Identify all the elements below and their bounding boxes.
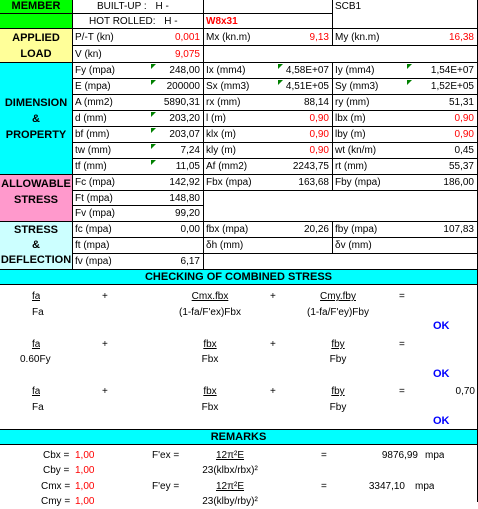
member-label: MEMBER [0, 0, 73, 14]
dv-row [333, 238, 478, 254]
Fv-label: Fv (mpa) [75, 208, 115, 219]
f3-fbx-num: fbx [203, 386, 217, 397]
dim-label: bf (mm) [75, 129, 110, 140]
input-marker-icon [151, 80, 156, 85]
dim-label: klx (m) [206, 129, 236, 140]
dim-value[interactable]: 248,00 [169, 65, 200, 76]
dim-row-3-col-1 [204, 111, 333, 127]
dim-row-1-col-0 [73, 79, 204, 95]
input-marker-icon [151, 64, 156, 69]
hot-rolled-label: HOT ROLLED: [89, 16, 156, 27]
f1-plus-1: + [102, 291, 108, 302]
Ft-row [73, 191, 204, 206]
dim-row-1-col-2 [333, 79, 478, 95]
dim-row-2-col-0 [73, 95, 204, 111]
fex-eq: = [321, 450, 327, 461]
applied-load-title-1: APPLIED [12, 32, 60, 44]
fbx-row [204, 222, 333, 238]
f1-cmy-num: Cmy.fby [320, 291, 356, 302]
input-marker-icon [151, 128, 156, 133]
f3-eq: = [399, 386, 405, 397]
f3-ok: OK [433, 415, 450, 427]
v-row-filler [204, 46, 478, 63]
dim-row-6-col-2 [333, 159, 478, 175]
f1-eq: = [399, 291, 405, 302]
fv-value: 6,17 [180, 256, 200, 267]
fey-value: 3347,10 [368, 481, 405, 492]
dim-label: rx (mm) [206, 97, 241, 108]
f3-fa-den: Fa [32, 402, 44, 413]
dim-value[interactable]: 4,51E+05 [285, 81, 329, 92]
dim-label: d (mm) [75, 113, 107, 124]
Fc-label: Fc (mpa) [75, 177, 115, 188]
fey-label: F'ey = [152, 481, 180, 492]
dim-value: 5890,31 [163, 97, 200, 108]
applied-load-title [0, 29, 73, 63]
dim-value[interactable]: 203,07 [169, 129, 200, 140]
fc-value: 0,00 [180, 224, 200, 235]
dim-label: wt (kn/m) [335, 145, 377, 156]
built-up-label: BUILT-UP : [97, 1, 147, 12]
dim-label: E (mpa) [75, 81, 111, 92]
stress-title-3: DEFLECTION [0, 254, 72, 266]
dimension-title-3: PROPERTY [5, 129, 67, 141]
member-label-filler [0, 14, 73, 29]
fex-num: 12π²E [215, 450, 245, 461]
dim-row-6-col-1 [204, 159, 333, 175]
dim-value: 0,90 [309, 129, 329, 140]
cby-label: Cby = [43, 465, 70, 476]
dim-row-3-col-0 [73, 111, 204, 127]
fc-row [73, 222, 204, 238]
mx-value[interactable]: 9,13 [309, 32, 329, 43]
Fbx-label: Fbx (mpa) [206, 177, 252, 188]
f2-fa-num: fa [32, 339, 41, 350]
dim-row-1-col-1 [204, 79, 333, 95]
stress-title [0, 222, 73, 270]
f2-fby-den: Fby [329, 354, 347, 365]
fey-eq: = [321, 481, 327, 492]
allowable-title-1: ALLOWABLE [1, 178, 71, 190]
cmx-label: Cmx = [41, 481, 71, 492]
Fby-row [333, 175, 478, 191]
combined-stress-header: CHECKING OF COMBINED STRESS [0, 270, 478, 285]
f2-plus-1: + [102, 339, 108, 350]
f2-plus-2: + [270, 339, 276, 350]
dim-label: l (m) [206, 113, 226, 124]
f2-fa-den: 0.60Fy [20, 354, 51, 365]
input-marker-icon [151, 160, 156, 165]
allowable-title-2: STRESS [13, 194, 58, 206]
fv-row [73, 254, 204, 270]
dim-value[interactable]: 1,52E+05 [430, 81, 474, 92]
built-up-value: H - [155, 1, 169, 12]
dim-label: tw (mm) [75, 145, 112, 156]
dim-row-2-col-2 [333, 95, 478, 111]
cmx-value[interactable]: 1,00 [75, 481, 95, 492]
applied-load-title-2: LOAD [20, 48, 52, 60]
my-value[interactable]: 16,38 [448, 32, 474, 43]
dim-label: lbx (m) [335, 113, 366, 124]
section-designation[interactable]: W8x31 [204, 14, 333, 29]
dh-label: δh (mm) [206, 240, 244, 251]
dim-value: 0,90 [454, 113, 474, 124]
dim-value[interactable]: 11,05 [175, 161, 200, 172]
f2-fby-num: fby [331, 339, 345, 350]
f3-fby-den: Fby [329, 402, 347, 413]
fbx-value: 20,26 [303, 224, 329, 235]
f1-ok: OK [433, 320, 450, 332]
member-id[interactable]: SCB1 [333, 0, 478, 29]
dim-label: kly (m) [206, 145, 236, 156]
f3-fa-num: fa [32, 386, 41, 397]
f1-cmx-den: (1-fa/F'ex)Fbx [179, 307, 241, 318]
dim-value: 88,14 [303, 97, 329, 108]
f3-plus-2: + [270, 386, 276, 397]
dimension-title [0, 63, 73, 175]
dim-row-0-col-1 [204, 63, 333, 79]
f1-plus-2: + [270, 291, 276, 302]
built-up-section-cell[interactable] [204, 0, 333, 14]
cmy-label: Cmy = [41, 496, 71, 507]
dim-row-3-col-2 [333, 111, 478, 127]
dim-row-2-col-1 [204, 95, 333, 111]
dv-label: δv (mm) [335, 240, 372, 251]
fby-label: fby (mpa) [335, 224, 378, 235]
Fc-value: 142,92 [169, 177, 200, 188]
Ft-label: Ft (mpa) [75, 193, 113, 204]
dh-row [204, 238, 333, 254]
mx-row [204, 29, 333, 46]
dim-row-4-col-1 [204, 127, 333, 143]
f3-plus-1: + [102, 386, 108, 397]
fey-unit: mpa [415, 481, 435, 492]
dim-value[interactable]: 1,54E+07 [430, 65, 474, 76]
input-marker-icon [407, 80, 412, 85]
fby-value: 107,83 [443, 224, 474, 235]
remarks-header: REMARKS [0, 430, 478, 445]
dim-row-0-col-2 [333, 63, 478, 79]
dim-value: 55,37 [448, 161, 474, 172]
input-marker-icon [151, 112, 156, 117]
dim-label: ry (mm) [335, 97, 370, 108]
Fby-label: Fby (mpa) [335, 177, 381, 188]
f1-cmx-num: Cmx.fbx [191, 291, 229, 302]
input-marker-icon [278, 80, 283, 85]
hot-rolled-value: H - [164, 16, 178, 27]
hot-rolled-cell[interactable] [73, 14, 204, 29]
built-up-cell[interactable] [73, 0, 204, 14]
fv-label: fv (mpa) [75, 256, 112, 267]
dim-label: rt (mm) [335, 161, 368, 172]
ft-label: ft (mpa) [75, 240, 110, 251]
dim-label: tf (mm) [75, 161, 107, 172]
fc-label: fc (mpa) [75, 224, 112, 235]
fby-row [333, 222, 478, 238]
dim-value: 0,90 [309, 145, 329, 156]
input-marker-icon [407, 64, 412, 69]
v-value[interactable]: 9,075 [174, 49, 200, 60]
dim-row-5-col-0 [73, 143, 204, 159]
ft-row [73, 238, 204, 254]
dim-label: A (mm2) [75, 97, 113, 108]
dim-value: 51,31 [448, 97, 474, 108]
v-label: V (kn) [75, 49, 102, 60]
cbx-label: Cbx = [43, 450, 70, 461]
f2-fbx-den: Fbx [201, 354, 219, 365]
f2-ok: OK [433, 368, 450, 380]
dim-value[interactable]: 200000 [166, 81, 200, 92]
v-row [73, 46, 204, 63]
my-row [333, 29, 478, 46]
f2-fbx-num: fbx [203, 339, 217, 350]
p-row [73, 29, 204, 46]
stress-filler [204, 254, 478, 270]
stress-title-1: STRESS [13, 224, 58, 236]
f3-value: 0,70 [455, 386, 475, 397]
dim-value: 0,90 [454, 129, 474, 140]
p-label: P/-T (kn) [75, 32, 114, 43]
dim-row-6-col-0 [73, 159, 204, 175]
allowable-filler [204, 191, 478, 222]
allowable-title [0, 175, 73, 222]
Fc-row [73, 175, 204, 191]
cbx-value[interactable]: 1,00 [75, 450, 95, 461]
fey-num: 12π²E [215, 481, 245, 492]
f1-fa-den: Fa [32, 307, 44, 318]
dim-label: Ix (mm4) [206, 65, 246, 76]
p-value[interactable]: 0,001 [174, 32, 200, 43]
dim-value: 0,45 [454, 145, 474, 156]
fbx-label: fbx (mpa) [206, 224, 249, 235]
f1-cmy-den: (1-fa/F'ey)Fby [307, 307, 369, 318]
fex-unit: mpa [425, 450, 445, 461]
dim-label: Sx (mm3) [206, 81, 250, 92]
dim-value[interactable]: 7,24 [180, 145, 200, 156]
stress-title-2: & [32, 239, 40, 251]
input-marker-icon [278, 64, 283, 69]
Fv-value: 99,20 [174, 208, 200, 219]
input-marker-icon [151, 144, 156, 149]
cmy-value[interactable]: 1,00 [75, 496, 95, 507]
dim-label: Iy (mm4) [335, 65, 375, 76]
fey-den: 23(klby/rby)² [202, 496, 258, 507]
dim-value[interactable]: 4,58E+07 [285, 65, 329, 76]
dim-row-5-col-2 [333, 143, 478, 159]
fex-den: 23(klbx/rbx)² [202, 465, 258, 476]
dim-value[interactable]: 203,20 [169, 113, 200, 124]
dim-label: lby (m) [335, 129, 366, 140]
fex-label: F'ex = [152, 450, 180, 461]
fex-value: 9876,99 [381, 450, 418, 461]
dim-value: 2243,75 [292, 161, 329, 172]
dim-row-4-col-2 [333, 127, 478, 143]
dim-row-5-col-1 [204, 143, 333, 159]
dim-value: 0,90 [309, 113, 329, 124]
f3-fbx-den: Fbx [201, 402, 219, 413]
f2-eq: = [399, 339, 405, 350]
dim-row-0-col-0 [73, 63, 204, 79]
Fbx-row [204, 175, 333, 191]
f3-fby-num: fby [331, 386, 345, 397]
my-label: My (kn.m) [335, 32, 380, 43]
Fv-row [73, 206, 204, 222]
cby-value[interactable]: 1,00 [75, 465, 95, 476]
Ft-value: 148,80 [169, 193, 200, 204]
dim-label: Sy (mm3) [335, 81, 379, 92]
dim-label: Af (mm2) [206, 161, 248, 172]
dimension-title-2: & [32, 113, 40, 125]
Fby-value: 186,00 [443, 177, 474, 188]
mx-label: Mx (kn.m) [206, 32, 251, 43]
Fbx-value: 163,68 [298, 177, 329, 188]
f1-fa-num: fa [32, 291, 41, 302]
dimension-title-1: DIMENSION [4, 97, 68, 109]
dim-label: Fy (mpa) [75, 65, 115, 76]
dim-row-4-col-0 [73, 127, 204, 143]
